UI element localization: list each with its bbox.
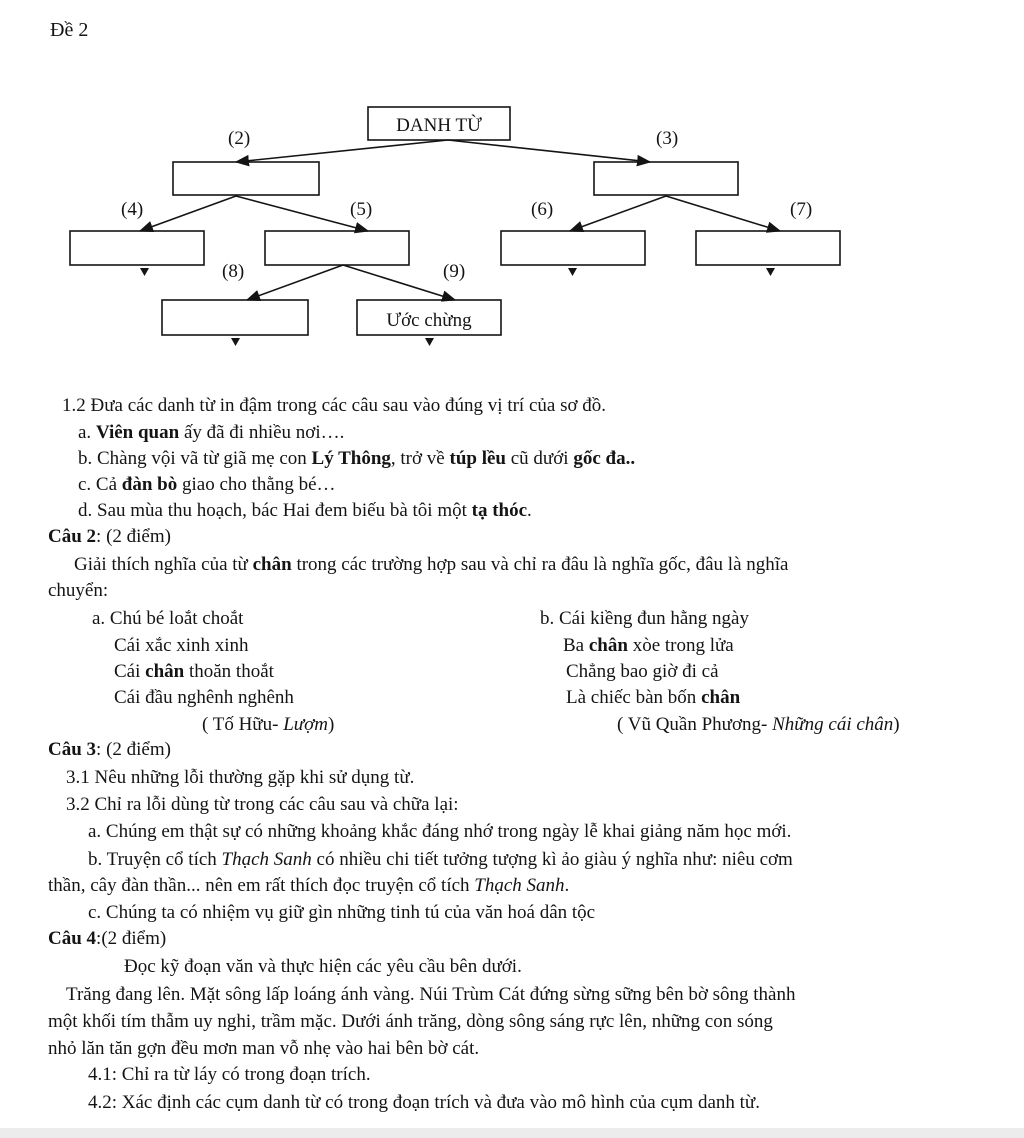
q3-title: Câu 3: (2 điểm)	[48, 739, 171, 760]
q2-title: Câu 2: (2 điểm)	[48, 526, 171, 547]
label-4: (4)	[121, 199, 144, 220]
q3-b: b. Truyện cổ tích Thạch Sanh có nhiều chi tiết tưởng tượng kì ảo giàu ý nghĩa như: niêu cơm	[88, 849, 793, 870]
q1-2-d: d. Sau mùa thu hoạch, bác Hai đem biếu bà tôi một tạ thóc.	[78, 500, 532, 521]
label-7: (7)	[790, 199, 813, 220]
q1-2-a: a. Viên quan ấy đã đi nhiều nơi….	[78, 422, 345, 443]
box-3	[594, 162, 738, 195]
q4-1: 4.1: Chỉ ra từ láy có trong đoạn trích.	[88, 1064, 371, 1085]
q4-paragraph-line1: Trăng đang lên. Mặt sông lấp loáng ánh vàng. Núi Trùm Cát đứng sừng sững bên bờ sông thành	[66, 984, 796, 1005]
box-8	[162, 300, 308, 335]
label-8: (8)	[222, 261, 245, 282]
q1-2-c: c. Cả đàn bò giao cho thằng bé…	[78, 474, 336, 495]
label-3: (3)	[656, 128, 679, 149]
poem-a-line1: a. Chú bé loắt choắt	[92, 608, 244, 629]
poem-a-line2: Cái xắc xinh xinh	[114, 635, 249, 656]
noun-classification-diagram	[0, 0, 1024, 380]
root-label: DANH TỪ	[396, 115, 482, 136]
q3-1: 3.1 Nêu những lỗi thường gặp khi sử dụng từ.	[66, 767, 415, 788]
q3-a: a. Chúng em thật sự có những khoảng khắc đáng nhớ trong ngày lễ khai giảng năm học mới.	[88, 821, 792, 842]
q3-2: 3.2 Chỉ ra lỗi dùng từ trong các câu sau và chữa lại:	[66, 794, 459, 815]
poem-b-line3: Chẳng bao giờ đi cả	[566, 661, 719, 682]
poem-b-line4: Là chiếc bàn bốn chân	[566, 687, 741, 708]
page-bottom-edge	[0, 1128, 1024, 1138]
q3-c: c. Chúng ta có nhiệm vụ giữ gìn những tinh tú của văn hoá dân tộc	[88, 902, 596, 923]
box-6	[501, 231, 645, 265]
page-heading: Đề 2	[50, 19, 89, 41]
q4-2: 4.2: Xác định các cụm danh từ có trong đoạn trích và đưa vào mô hình của cụm danh từ.	[88, 1092, 760, 1113]
box-4	[70, 231, 204, 265]
box-9-text: Ước chừng	[386, 310, 472, 331]
label-2: (2)	[228, 128, 251, 149]
q4-instruction: Đọc kỹ đoạn văn và thực hiện các yêu cầu bên dưới.	[124, 956, 522, 977]
poem-b-line1: b. Cái kiềng đun hằng ngày	[540, 608, 749, 629]
poem-b-line2: Ba chân xòe trong lửa	[563, 635, 734, 656]
box-7	[696, 231, 840, 265]
q2-instruction: Giải thích nghĩa của từ chân trong các trường hợp sau và chỉ ra đâu là nghĩa gốc, đâu là nghĩa	[74, 554, 789, 575]
q4-paragraph-line2: một khối tím thẫm uy nghi, trầm mặc. Dưới ánh trăng, dòng sông sáng rực lên, những con sóng	[48, 1011, 773, 1032]
q3-b-cont: thần, cây đàn thần... nên em rất thích đọc truyện cổ tích Thạch Sanh.	[48, 875, 570, 896]
box-2	[173, 162, 319, 195]
poem-b-source: ( Vũ Quần Phương- Những cái chân)	[617, 714, 900, 735]
label-5: (5)	[350, 199, 373, 220]
q4-paragraph-line3: nhỏ lăn tăn gợn đều mơn man vỗ nhẹ vào hai bên bờ cát.	[48, 1038, 480, 1059]
label-6: (6)	[531, 199, 554, 220]
poem-a-source: ( Tố Hữu- Lượm)	[202, 714, 335, 735]
q1-2-intro: 1.2 Đưa các danh từ in đậm trong các câu sau vào đúng vị trí của sơ đồ.	[62, 395, 607, 416]
q4-title: Câu 4:(2 điểm)	[48, 928, 167, 949]
poem-a-line3: Cái chân thoăn thoắt	[114, 661, 274, 682]
box-5	[265, 231, 409, 265]
poem-a-line4: Cái đầu nghênh nghênh	[114, 687, 294, 708]
label-9: (9)	[443, 261, 466, 282]
q1-2-b: b. Chàng vội vã từ giã mẹ con Lý Thông, trở về túp lều cũ dưới gốc đa..	[78, 448, 636, 469]
q2-instruction-cont: chuyển:	[48, 580, 109, 601]
